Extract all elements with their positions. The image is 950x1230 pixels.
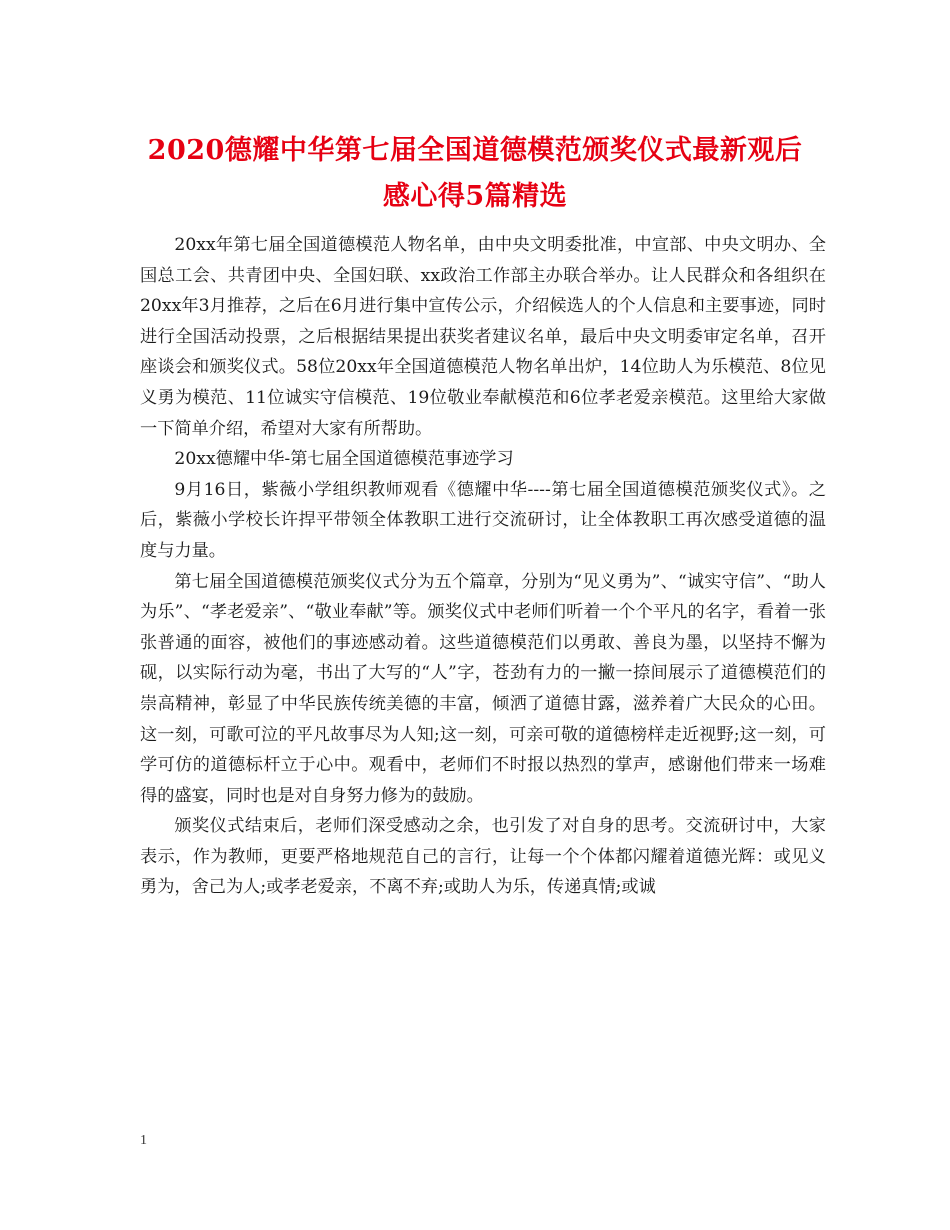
document-title bbox=[120, 128, 830, 220]
title-line-2: 感心得5篇精选 bbox=[382, 181, 568, 212]
paragraph-reflection: 颁奖仪式结束后，老师们深受感动之余，也引发了对自身的思考。交流研讨中，大家表示，作为教师，更要严格地规范自己的言行，让每一个个体都闪耀着道德光辉：或见义勇为，舍己为人;或孝老爱亲，不离不弃;或助人为乐，传递真情;或诚 bbox=[140, 816, 826, 898]
document-body bbox=[140, 230, 826, 903]
page-number: 1 bbox=[140, 1133, 147, 1148]
paragraph-subheading: 20xx德耀中华-第七届全国道德模范事迹学习 bbox=[174, 449, 514, 470]
title-line-1: 2020德耀中华第七届全国道德模范颁奖仪式最新观后 bbox=[147, 135, 803, 166]
paragraph-ceremony: 第七届全国道德模范颁奖仪式分为五个篇章，分别为“见义勇为”、“诚实守信”、“助人为乐”、“孝老爱亲”、“敬业奉献”等。颁奖仪式中老师们听着一个个平凡的名字，看着一张张普通的面容，被他们的事迹感动着。这些道德模范们以勇敢、善良为墨，以坚持不懈为砚，以实际行动为毫，书出了大写的“人”字，苍劲有力的一撇一捺间展示了道德模范们的崇高精神，彰显了中华民族传统美德的丰富，倾洒了道德甘露，滋养着广大民众的心田。这一刻，可歌可泣的平凡故事尽为人知;这一刻，可亲可敬的道德榜样走近视野;这一刻，可学可仿的道德标杆立于心中。观看中，老师们不时报以热烈的掌声，感谢他们带来一场难得的盛宴，同时也是对自身努力修为的鼓励。 bbox=[140, 571, 826, 806]
paragraph-event: 9月16日，紫薇小学组织教师观看《德耀中华----第七届全国道德模范颁奖仪式》。之后，紫薇小学校长许捍平带领全体教职工进行交流研讨，让全体教职工再次感受道德的温度与力量。 bbox=[140, 479, 826, 561]
paragraph-intro: 20xx年第七届全国道德模范人物名单，由中央文明委批准，中宣部、中央文明办、全国总工会、共青团中央、全国妇联、xx政治工作部主办联合举办。让人民群众和各组织在20xx年3月推荐，之后在6月进行集中宣传公示，介绍候选人的个人信息和主要事迹，同时进行全国活动投票，之后根据结果提出获奖者建议名单，最后中央文明委审定名单，召开座谈会和颁奖仪式。58位20xx年全国道德模范人物名单出炉，14位助人为乐模范、8位见义勇为模范、11位诚实守信模范、19位敬业奉献模范和6位孝老爱亲模范。这里给大家做一下简单介绍，希望对大家有所帮助。 bbox=[140, 235, 826, 439]
